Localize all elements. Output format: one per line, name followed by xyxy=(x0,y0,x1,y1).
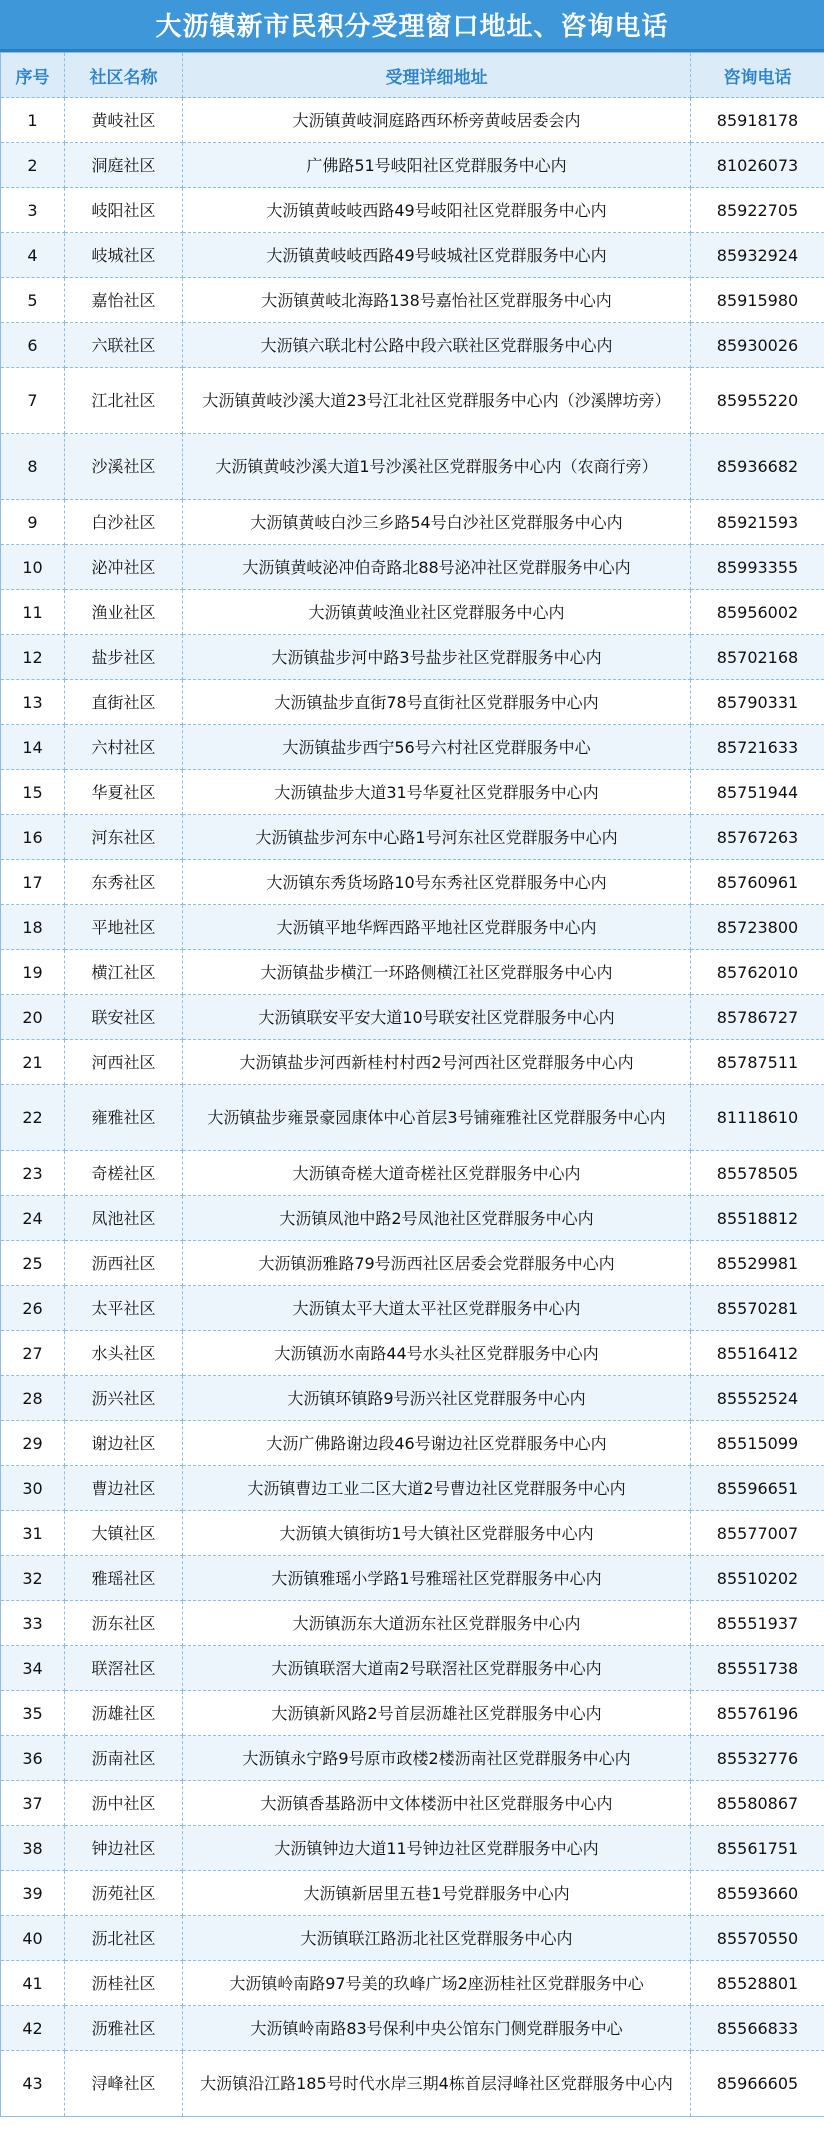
phone-cell: 85551937 xyxy=(691,1601,824,1646)
row-number: 24 xyxy=(1,1196,65,1241)
address-cell: 大沥镇永宁路9号原市政楼2楼沥南社区党群服务中心内 xyxy=(183,1736,691,1781)
table-row xyxy=(1,2006,824,2051)
community-name: 沙溪社区 xyxy=(65,434,183,500)
row-number: 6 xyxy=(1,323,65,368)
table-row xyxy=(1,1781,824,1826)
community-name: 曹边社区 xyxy=(65,1466,183,1511)
phone-cell: 85578505 xyxy=(691,1151,824,1196)
table-row xyxy=(1,1331,824,1376)
phone-cell: 85702168 xyxy=(691,635,824,680)
community-name: 白沙社区 xyxy=(65,500,183,545)
phone-cell: 85921593 xyxy=(691,500,824,545)
row-number: 34 xyxy=(1,1646,65,1691)
row-number: 3 xyxy=(1,188,65,233)
row-number: 29 xyxy=(1,1421,65,1466)
community-name: 沥雅社区 xyxy=(65,2006,183,2051)
phone-cell: 85518812 xyxy=(691,1196,824,1241)
phone-cell: 85762010 xyxy=(691,950,824,995)
table-header-row xyxy=(1,53,824,98)
table-row xyxy=(1,1961,824,2006)
community-name: 黄岐社区 xyxy=(65,98,183,143)
row-number: 27 xyxy=(1,1331,65,1376)
phone-cell: 85767263 xyxy=(691,815,824,860)
phone-cell: 85551738 xyxy=(691,1646,824,1691)
row-number: 18 xyxy=(1,905,65,950)
table-row xyxy=(1,1085,824,1151)
row-number: 16 xyxy=(1,815,65,860)
community-name: 泌冲社区 xyxy=(65,545,183,590)
address-cell: 大沥广佛路谢边段46号谢边社区党群服务中心内 xyxy=(183,1421,691,1466)
phone-cell: 85580867 xyxy=(691,1781,824,1826)
community-name: 沥中社区 xyxy=(65,1781,183,1826)
address-cell: 大沥镇盐步河中路3号盐步社区党群服务中心内 xyxy=(183,635,691,680)
community-name: 沥苑社区 xyxy=(65,1871,183,1916)
table-row xyxy=(1,590,824,635)
phone-cell: 85723800 xyxy=(691,905,824,950)
row-number: 12 xyxy=(1,635,65,680)
table-row xyxy=(1,278,824,323)
phone-cell: 85932924 xyxy=(691,233,824,278)
community-name: 直街社区 xyxy=(65,680,183,725)
community-name: 沥雄社区 xyxy=(65,1691,183,1736)
community-name: 谢边社区 xyxy=(65,1421,183,1466)
address-cell: 大沥镇联滘大道南2号联滘社区党群服务中心内 xyxy=(183,1646,691,1691)
community-name: 江北社区 xyxy=(65,368,183,434)
table-row xyxy=(1,1511,824,1556)
table-row xyxy=(1,1151,824,1196)
community-name: 浔峰社区 xyxy=(65,2051,183,2117)
row-number: 5 xyxy=(1,278,65,323)
row-number: 42 xyxy=(1,2006,65,2051)
community-name: 大镇社区 xyxy=(65,1511,183,1556)
table-row xyxy=(1,545,824,590)
community-name: 沥东社区 xyxy=(65,1601,183,1646)
community-name: 沥兴社区 xyxy=(65,1376,183,1421)
row-number: 35 xyxy=(1,1691,65,1736)
row-number: 14 xyxy=(1,725,65,770)
table-row xyxy=(1,1556,824,1601)
table-row xyxy=(1,1421,824,1466)
address-cell: 大沥镇黄岐渔业社区党群服务中心内 xyxy=(183,590,691,635)
row-number: 39 xyxy=(1,1871,65,1916)
community-name: 六联社区 xyxy=(65,323,183,368)
table-row xyxy=(1,323,824,368)
address-cell: 大沥镇盐步河东中心路1号河东社区党群服务中心内 xyxy=(183,815,691,860)
address-cell: 大沥镇盐步大道31号华夏社区党群服务中心内 xyxy=(183,770,691,815)
address-cell: 大沥镇岭南路97号美的玖峰广场2座沥桂社区党群服务中心 xyxy=(183,1961,691,2006)
table-row xyxy=(1,1871,824,1916)
address-cell: 大沥镇东秀货场路10号东秀社区党群服务中心内 xyxy=(183,860,691,905)
row-number: 13 xyxy=(1,680,65,725)
address-cell: 大沥镇凤池中路2号凤池社区党群服务中心内 xyxy=(183,1196,691,1241)
address-cell: 大沥镇平地华辉西路平地社区党群服务中心内 xyxy=(183,905,691,950)
community-name: 渔业社区 xyxy=(65,590,183,635)
phone-cell: 85516412 xyxy=(691,1331,824,1376)
row-number: 43 xyxy=(1,2051,65,2117)
header-no: 序号 xyxy=(1,53,65,98)
community-name: 六村社区 xyxy=(65,725,183,770)
address-cell: 大沥镇新居里五巷1号党群服务中心内 xyxy=(183,1871,691,1916)
address-cell: 广佛路51号岐阳社区党群服务中心内 xyxy=(183,143,691,188)
row-number: 9 xyxy=(1,500,65,545)
community-name: 平地社区 xyxy=(65,905,183,950)
table-row xyxy=(1,905,824,950)
table-row xyxy=(1,2051,824,2117)
address-cell: 大沥镇盐步河西新桂村村西2号河西社区党群服务中心内 xyxy=(183,1040,691,1085)
community-name: 岐城社区 xyxy=(65,233,183,278)
address-cell: 大沥镇黄岐北海路138号嘉怡社区党群服务中心内 xyxy=(183,278,691,323)
row-number: 21 xyxy=(1,1040,65,1085)
phone-cell: 85596651 xyxy=(691,1466,824,1511)
table-row xyxy=(1,1241,824,1286)
address-cell: 大沥镇黄岐沙溪大道1号沙溪社区党群服务中心内（农商行旁） xyxy=(183,434,691,500)
table-row xyxy=(1,1040,824,1085)
table-row xyxy=(1,368,824,434)
address-cell: 大沥镇黄岐泌冲伯奇路北88号泌冲社区党群服务中心内 xyxy=(183,545,691,590)
address-cell: 大沥镇环镇路9号沥兴社区党群服务中心内 xyxy=(183,1376,691,1421)
community-name: 沥南社区 xyxy=(65,1736,183,1781)
row-number: 7 xyxy=(1,368,65,434)
row-number: 41 xyxy=(1,1961,65,2006)
address-cell: 大沥镇黄岐岐西路49号岐阳社区党群服务中心内 xyxy=(183,188,691,233)
row-number: 25 xyxy=(1,1241,65,1286)
row-number: 26 xyxy=(1,1286,65,1331)
phone-cell: 85577007 xyxy=(691,1511,824,1556)
phone-cell: 85576196 xyxy=(691,1691,824,1736)
table-row xyxy=(1,950,824,995)
page-title: 大沥镇新市民积分受理窗口地址、咨询电话 xyxy=(0,0,824,52)
address-cell: 大沥镇联江路沥北社区党群服务中心内 xyxy=(183,1916,691,1961)
community-name: 雅瑶社区 xyxy=(65,1556,183,1601)
row-number: 22 xyxy=(1,1085,65,1151)
address-cell: 大沥镇钟边大道11号钟边社区党群服务中心内 xyxy=(183,1826,691,1871)
phone-cell: 81026073 xyxy=(691,143,824,188)
address-cell: 大沥镇大镇街坊1号大镇社区党群服务中心内 xyxy=(183,1511,691,1556)
phone-cell: 85566833 xyxy=(691,2006,824,2051)
row-number: 36 xyxy=(1,1736,65,1781)
address-cell: 大沥镇香基路沥中文体楼沥中社区党群服务中心内 xyxy=(183,1781,691,1826)
table-row xyxy=(1,815,824,860)
community-name: 雍雅社区 xyxy=(65,1085,183,1151)
row-number: 19 xyxy=(1,950,65,995)
address-cell: 大沥镇沥雅路79号沥西社区居委会党群服务中心内 xyxy=(183,1241,691,1286)
table-row xyxy=(1,680,824,725)
phone-cell: 85760961 xyxy=(691,860,824,905)
phone-cell: 85721633 xyxy=(691,725,824,770)
row-number: 11 xyxy=(1,590,65,635)
community-name: 横江社区 xyxy=(65,950,183,995)
table-row xyxy=(1,1646,824,1691)
address-cell: 大沥镇黄岐岐西路49号岐城社区党群服务中心内 xyxy=(183,233,691,278)
phone-cell: 85787511 xyxy=(691,1040,824,1085)
row-number: 17 xyxy=(1,860,65,905)
community-name: 水头社区 xyxy=(65,1331,183,1376)
phone-cell: 85751944 xyxy=(691,770,824,815)
address-cell: 大沥镇盐步雍景豪园康体中心首层3号铺雍雅社区党群服务中心内 xyxy=(183,1085,691,1151)
phone-cell: 85955220 xyxy=(691,368,824,434)
community-name: 洞庭社区 xyxy=(65,143,183,188)
table-row xyxy=(1,1691,824,1736)
phone-cell: 85918178 xyxy=(691,98,824,143)
table-row xyxy=(1,1466,824,1511)
table-row xyxy=(1,233,824,278)
address-cell: 大沥镇沿江路185号时代水岸三期4栋首层浔峰社区党群服务中心内 xyxy=(183,2051,691,2117)
phone-cell: 85510202 xyxy=(691,1556,824,1601)
phone-cell: 85532776 xyxy=(691,1736,824,1781)
phone-cell: 85561751 xyxy=(691,1826,824,1871)
row-number: 40 xyxy=(1,1916,65,1961)
table-row xyxy=(1,143,824,188)
phone-cell: 85528801 xyxy=(691,1961,824,2006)
phone-cell: 85993355 xyxy=(691,545,824,590)
table-row xyxy=(1,725,824,770)
phone-cell: 85529981 xyxy=(691,1241,824,1286)
row-number: 2 xyxy=(1,143,65,188)
address-cell: 大沥镇沥水南路44号水头社区党群服务中心内 xyxy=(183,1331,691,1376)
community-name: 凤池社区 xyxy=(65,1196,183,1241)
address-cell: 大沥镇曹边工业二区大道2号曹边社区党群服务中心内 xyxy=(183,1466,691,1511)
header-phone: 咨询电话 xyxy=(691,53,824,98)
phone-cell: 85966605 xyxy=(691,2051,824,2117)
row-number: 37 xyxy=(1,1781,65,1826)
community-name: 河东社区 xyxy=(65,815,183,860)
phone-cell: 85593660 xyxy=(691,1871,824,1916)
phone-cell: 85915980 xyxy=(691,278,824,323)
community-name: 联滘社区 xyxy=(65,1646,183,1691)
row-number: 30 xyxy=(1,1466,65,1511)
community-name: 岐阳社区 xyxy=(65,188,183,233)
address-cell: 大沥镇黄岐沙溪大道23号江北社区党群服务中心内（沙溪牌坊旁） xyxy=(183,368,691,434)
phone-cell: 85790331 xyxy=(691,680,824,725)
table-row xyxy=(1,635,824,680)
header-community: 社区名称 xyxy=(65,53,183,98)
community-name: 盐步社区 xyxy=(65,635,183,680)
address-cell: 大沥镇盐步直街78号直街社区党群服务中心内 xyxy=(183,680,691,725)
phone-cell: 85570550 xyxy=(691,1916,824,1961)
row-number: 31 xyxy=(1,1511,65,1556)
community-name: 太平社区 xyxy=(65,1286,183,1331)
row-number: 1 xyxy=(1,98,65,143)
address-cell: 大沥镇六联北村公路中段六联社区党群服务中心内 xyxy=(183,323,691,368)
address-cell: 大沥镇新风路2号首层沥雄社区党群服务中心内 xyxy=(183,1691,691,1736)
address-table xyxy=(0,52,824,2117)
row-number: 23 xyxy=(1,1151,65,1196)
community-name: 嘉怡社区 xyxy=(65,278,183,323)
phone-cell: 85956002 xyxy=(691,590,824,635)
community-name: 东秀社区 xyxy=(65,860,183,905)
row-number: 4 xyxy=(1,233,65,278)
community-name: 河西社区 xyxy=(65,1040,183,1085)
address-cell: 大沥镇联安平安大道10号联安社区党群服务中心内 xyxy=(183,995,691,1040)
community-name: 联安社区 xyxy=(65,995,183,1040)
phone-cell: 85922705 xyxy=(691,188,824,233)
table-row xyxy=(1,1916,824,1961)
community-name: 沥桂社区 xyxy=(65,1961,183,2006)
address-cell: 大沥镇雅瑶小学路1号雅瑶社区党群服务中心内 xyxy=(183,1556,691,1601)
table-row xyxy=(1,1736,824,1781)
table-row xyxy=(1,434,824,500)
community-name: 华夏社区 xyxy=(65,770,183,815)
table-row xyxy=(1,860,824,905)
address-cell: 大沥镇黄岐白沙三乡路54号白沙社区党群服务中心内 xyxy=(183,500,691,545)
community-name: 钟边社区 xyxy=(65,1826,183,1871)
address-cell: 大沥镇太平大道太平社区党群服务中心内 xyxy=(183,1286,691,1331)
phone-cell: 85936682 xyxy=(691,434,824,500)
row-number: 32 xyxy=(1,1556,65,1601)
table-row xyxy=(1,770,824,815)
community-name: 奇槎社区 xyxy=(65,1151,183,1196)
phone-cell: 85930026 xyxy=(691,323,824,368)
address-cell: 大沥镇盐步西宁56号六村社区党群服务中心 xyxy=(183,725,691,770)
community-name: 沥西社区 xyxy=(65,1241,183,1286)
table-row xyxy=(1,98,824,143)
community-name: 沥北社区 xyxy=(65,1916,183,1961)
table-row xyxy=(1,995,824,1040)
row-number: 38 xyxy=(1,1826,65,1871)
phone-cell: 85786727 xyxy=(691,995,824,1040)
table-row xyxy=(1,1286,824,1331)
phone-cell: 81118610 xyxy=(691,1085,824,1151)
row-number: 10 xyxy=(1,545,65,590)
address-cell: 大沥镇沥东大道沥东社区党群服务中心内 xyxy=(183,1601,691,1646)
phone-cell: 85515099 xyxy=(691,1421,824,1466)
table-row xyxy=(1,500,824,545)
table-row xyxy=(1,1196,824,1241)
row-number: 28 xyxy=(1,1376,65,1421)
address-cell: 大沥镇黄岐洞庭路西环桥旁黄岐居委会内 xyxy=(183,98,691,143)
row-number: 20 xyxy=(1,995,65,1040)
row-number: 8 xyxy=(1,434,65,500)
address-cell: 大沥镇奇槎大道奇槎社区党群服务中心内 xyxy=(183,1151,691,1196)
row-number: 33 xyxy=(1,1601,65,1646)
phone-cell: 85552524 xyxy=(691,1376,824,1421)
table-row xyxy=(1,1601,824,1646)
phone-cell: 85570281 xyxy=(691,1286,824,1331)
address-cell: 大沥镇岭南路83号保利中央公馆东门侧党群服务中心 xyxy=(183,2006,691,2051)
row-number: 15 xyxy=(1,770,65,815)
table-row xyxy=(1,188,824,233)
address-cell: 大沥镇盐步横江一环路侧横江社区党群服务中心内 xyxy=(183,950,691,995)
table-row xyxy=(1,1376,824,1421)
header-address: 受理详细地址 xyxy=(183,53,691,98)
table-row xyxy=(1,1826,824,1871)
